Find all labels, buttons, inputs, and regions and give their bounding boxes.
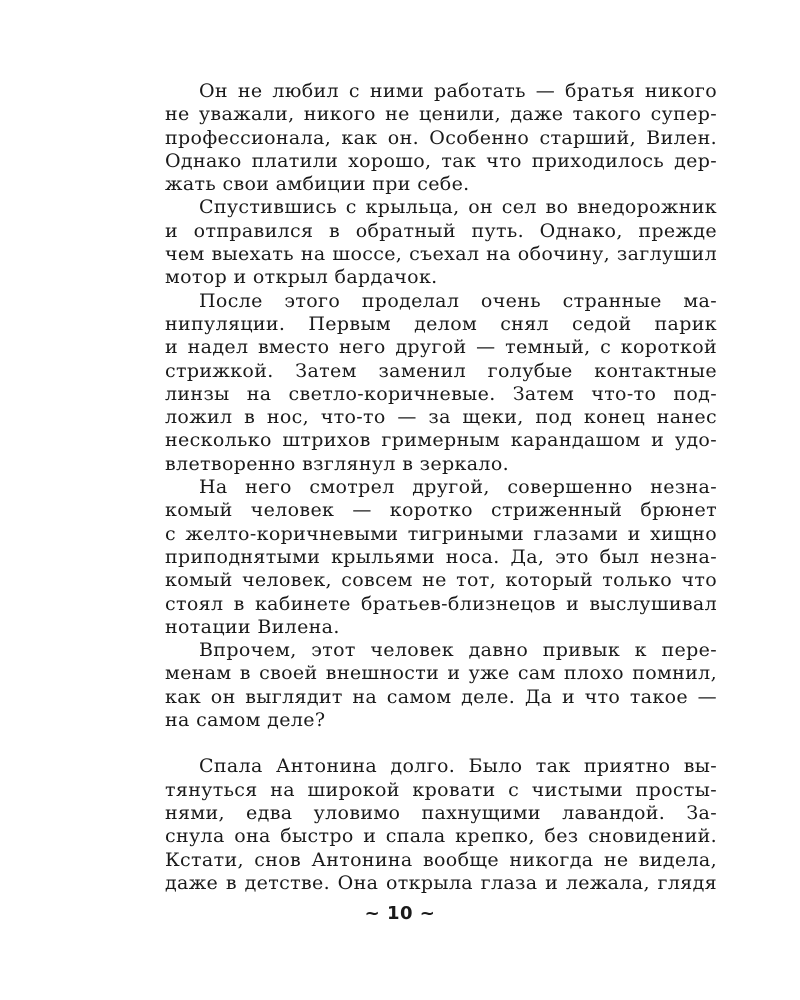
paragraph-1 xyxy=(131,80,717,196)
text-body xyxy=(131,80,717,895)
text-line: нипуляции. Первым делом снял седой парик xyxy=(165,312,717,335)
text-line: стрижкой. Затем заменил голубые контактные xyxy=(165,359,717,382)
text-line: комый человек, совсем не тот, который только что xyxy=(165,569,717,592)
paragraph-5 xyxy=(131,639,717,732)
text-line: ложил в нос, что-то — за щеки, под конец нанес xyxy=(165,406,717,429)
text-line: нотации Вилена. xyxy=(165,615,340,638)
text-line: тянуться на широкой кровати с чистыми просты- xyxy=(165,778,717,801)
section-break xyxy=(131,732,717,755)
text-line: менам в своей внешности и уже сам плохо помнил, xyxy=(165,662,717,685)
text-line: линзы на светло-коричневые. Затем что-то под- xyxy=(165,382,717,405)
text-line: снула она быстро и спала крепко, без сновидений. xyxy=(165,825,717,848)
text-line: Кстати, снов Антонина вообще никогда не видела, xyxy=(165,848,717,871)
text-line: Однако платили хорошо, так что приходилось дер- xyxy=(165,149,717,172)
paragraph-4 xyxy=(131,476,717,639)
page-number: ~ 10 ~ xyxy=(364,903,436,924)
text-line: профессионала, как он. Особенно старший, Вилен. xyxy=(165,126,717,149)
text-line: На него смотрел другой, совершенно незна- xyxy=(199,476,717,499)
text-line: Спала Антонина долго. Было так приятно вы- xyxy=(199,755,717,778)
text-line: и надел вместо него другой — темный, с короткой xyxy=(165,336,717,359)
text-line: несколько штрихов гримерным карандашом и удо- xyxy=(165,429,717,452)
paragraph-2 xyxy=(131,196,717,289)
text-line: на самом деле? xyxy=(165,709,326,732)
text-line: не уважали, никого не ценили, даже такого супер- xyxy=(165,103,717,126)
text-line: комый человек — коротко стриженный брюнет xyxy=(165,499,717,522)
text-line: мотор и открыл бардачок. xyxy=(165,266,438,289)
text-line: жать свои амбиции при себе. xyxy=(165,173,470,196)
text-line: стоял в кабинете братьев-близнецов и выслушивал xyxy=(165,592,717,615)
text-line: как он выглядит на самом деле. Да и что такое — xyxy=(165,685,717,708)
paragraph-3 xyxy=(131,290,717,476)
text-line: Он не любил с ними работать — братья никого xyxy=(199,80,717,102)
text-line: После этого проделал очень странные ма- xyxy=(199,289,717,312)
text-line: и отправился в обратный путь. Однако, прежде xyxy=(165,219,717,242)
text-line: с желто-коричневыми тигриными глазами и хищно xyxy=(165,522,717,545)
text-line: нями, едва уловимо пахнущими лавандой. За- xyxy=(165,801,717,824)
text-line: даже в детстве. Она открыла глаза и лежала, глядя xyxy=(165,871,717,894)
paragraph-6 xyxy=(131,755,717,895)
text-line: влетворенно взглянул в зеркало. xyxy=(165,452,509,475)
text-line: чем выехать на шоссе, съехал на обочину, заглушил xyxy=(165,243,717,266)
text-line: Спустившись с крыльца, он сел во внедорожник xyxy=(199,196,717,219)
text-line: Впрочем, этот человек давно привык к пере- xyxy=(199,639,717,662)
text-line: приподнятыми крыльями носа. Да, это был незна- xyxy=(165,545,717,568)
